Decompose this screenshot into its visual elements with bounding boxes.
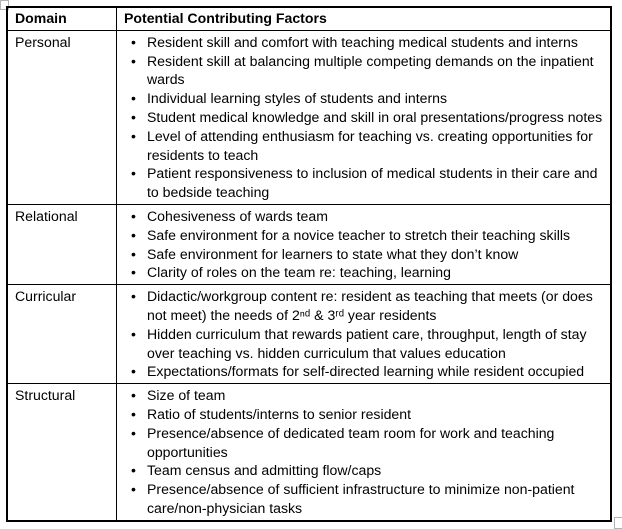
header-row <box>7 7 611 30</box>
table-resize-handle[interactable] <box>614 517 622 529</box>
factor-item: • Ratio of students/interns to senior resident <box>117 405 605 424</box>
factor-item: • Team census and admitting flow/caps <box>117 461 605 480</box>
column-header-factors: Potential Contributing Factors <box>117 7 612 30</box>
table-row-curricular <box>7 285 611 384</box>
factor-item: • Presence/absence of dedicated team room for work and teaching opportunities <box>117 424 605 462</box>
factor-item: • Patient responsiveness to inclusion of medical students in their care and to bedside teaching <box>117 164 605 202</box>
factor-item: • Presence/absence of sufficient infrastructure to minimize non-patient care/non-physician tasks <box>117 480 605 518</box>
factor-item: • Safe environment for learners to state what they don’t know <box>117 245 605 264</box>
table-row-structural <box>7 384 611 521</box>
factor-item: • Expectations/formats for self-directed learning while resident occupied <box>117 362 605 381</box>
factor-item: • Level of attending enthusiasm for teaching vs. creating opportunities for residents to teach <box>117 127 605 165</box>
factors-cell-curricular <box>117 285 612 384</box>
factor-item: • Cohesiveness of wards team <box>117 207 605 226</box>
factor-item: • Individual learning styles of students and interns <box>117 89 605 108</box>
factor-item: • Size of team <box>117 386 605 405</box>
factor-item: • Student medical knowledge and skill in oral presentations/progress notes <box>117 108 605 127</box>
factors-cell-structural <box>117 384 612 521</box>
contributing-factors-table <box>6 6 612 522</box>
factor-item: • Resident skill and comfort with teaching medical students and interns <box>117 33 605 52</box>
domain-cell-structural: Structural <box>7 384 117 521</box>
domain-cell-relational: Relational <box>7 204 117 284</box>
factors-cell-personal <box>117 30 612 204</box>
factor-item: • Didactic/workgroup content re: resident as teaching that meets (or does not meet) the needs of 2ⁿᵈ & 3ʳᵈ year residents <box>117 287 605 325</box>
domain-cell-curricular: Curricular <box>7 285 117 384</box>
table-row-personal <box>7 30 611 204</box>
factors-cell-relational <box>117 204 612 284</box>
factors-list <box>117 33 605 202</box>
factors-list <box>117 287 605 381</box>
factor-item: • Safe environment for a novice teacher to stretch their teaching skills <box>117 226 605 245</box>
table-row-relational <box>7 204 611 284</box>
factors-list <box>117 207 605 282</box>
column-header-domain: Domain <box>7 7 117 30</box>
domain-cell-personal: Personal <box>7 30 117 204</box>
factor-item: • Resident skill at balancing multiple competing demands on the inpatient wards <box>117 52 605 90</box>
factor-item: • Clarity of roles on the team re: teaching, learning <box>117 263 605 282</box>
factor-item: • Hidden curriculum that rewards patient care, throughput, length of stay over teaching vs. hidden curriculum that values education <box>117 325 605 363</box>
factors-list <box>117 386 605 518</box>
